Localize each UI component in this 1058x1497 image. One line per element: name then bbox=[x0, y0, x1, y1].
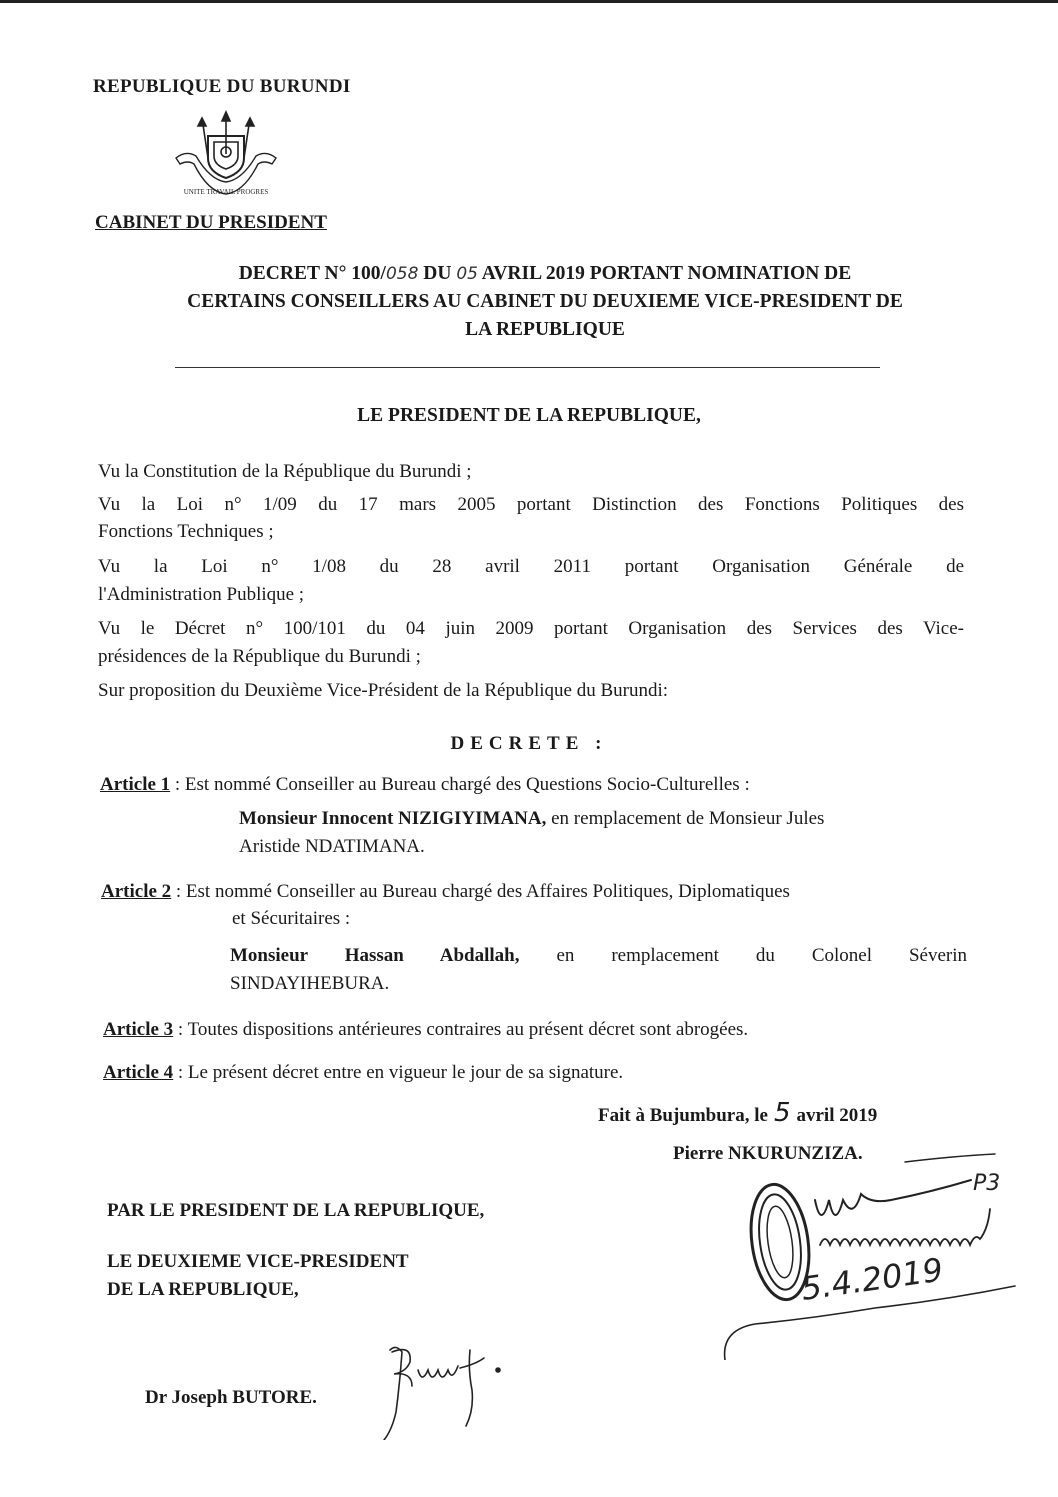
president-signature-stamp-icon bbox=[715, 1150, 1025, 1360]
article-2-cont: et Sécuritaires : bbox=[232, 908, 351, 929]
article-2: Article 2 : Est nommé Conseiller au Bureau chargé des Affaires Politiques, Diplomatiques bbox=[101, 881, 790, 902]
article-2-nominee-cont: SINDAYIHEBURA. bbox=[230, 973, 390, 994]
vice-president-title: LE DEUXIEME VICE-PRESIDENT bbox=[107, 1251, 409, 1272]
consideration-3-cont: l'Administration Publique ; bbox=[98, 584, 305, 605]
countersign-heading: PAR LE PRESIDENT DE LA REPUBLIQUE, bbox=[107, 1200, 485, 1221]
article-1-nominee-cont: Aristide NDATIMANA. bbox=[239, 836, 425, 857]
republic-header: REPUBLIQUE DU BURUNDI bbox=[93, 76, 351, 97]
article-1-nominee: Monsieur Innocent NIZIGIYIMANA, en remplacement de Monsieur Jules bbox=[239, 808, 825, 829]
handwritten-day: 5 bbox=[773, 1098, 791, 1128]
vice-president-signature-icon bbox=[370, 1330, 530, 1440]
cabinet-header: CABINET DU PRESIDENT bbox=[95, 212, 327, 233]
place-and-date: Fait à Bujumbura, le 5 avril 2019 bbox=[598, 1098, 878, 1128]
vice-president-title-cont: DE LA REPUBLIQUE, bbox=[107, 1279, 299, 1300]
article-2-nominee: Monsieur Hassan Abdallah, en remplacement du Colonel Séverin bbox=[230, 945, 967, 966]
consideration-4: Vu le Décret n° 100/101 du 04 juin 2009 portant Organisation des Services des Vice- bbox=[98, 618, 964, 639]
title-line-3: LA REPUBLIQUE bbox=[465, 319, 625, 340]
article-1-label: Article 1 bbox=[100, 774, 171, 795]
consideration-5: Sur proposition du Deuxième Vice-Président de la République du Burundi: bbox=[98, 680, 668, 701]
article-1: Article 1 : Est nommé Conseiller au Bureau chargé des Questions Socio-Culturelles : bbox=[100, 774, 750, 795]
coat-of-arms-icon bbox=[172, 110, 280, 202]
vice-president-name: Dr Joseph BUTORE. bbox=[145, 1387, 317, 1408]
title-line-1: DECRET N° 100/058 DU 05 AVRIL 2019 PORTANT NOMINATION DE bbox=[238, 263, 852, 284]
consideration-1: Vu la Constitution de la République du Burundi ; bbox=[98, 461, 472, 482]
consideration-3: Vu la Loi n° 1/08 du 28 avril 2011 portant Organisation Générale de bbox=[98, 556, 964, 577]
article-2-label: Article 2 bbox=[101, 881, 172, 902]
title-divider bbox=[175, 367, 880, 368]
president-name: Pierre NKURUNZIZA. bbox=[673, 1143, 863, 1164]
decree-title bbox=[95, 260, 995, 344]
stamp-date: 5.4.2019 bbox=[798, 1250, 946, 1308]
stamp-code: P3 bbox=[973, 1171, 1001, 1196]
coat-motto: UNITE TRAVAIL PROGRES bbox=[183, 188, 269, 196]
consideration-2-cont: Fonctions Techniques ; bbox=[98, 521, 274, 542]
article-3: Article 3 : Toutes dispositions antérieures contraires au présent décret sont abrogées. bbox=[103, 1019, 749, 1040]
handwritten-decree-day: 05 bbox=[456, 264, 478, 284]
article-4-label: Article 4 bbox=[103, 1062, 174, 1083]
title-line-2: CERTAINS CONSEILLERS AU CABINET DU DEUXIEME VICE-PRESIDENT DE bbox=[187, 291, 903, 312]
scan-top-edge bbox=[0, 0, 1058, 3]
consideration-4-cont: présidences de la République du Burundi ; bbox=[98, 646, 421, 667]
article-4: Article 4 : Le présent décret entre en vigueur le jour de sa signature. bbox=[103, 1062, 624, 1083]
decrete-heading: DECRETE : bbox=[450, 733, 608, 754]
president-heading: LE PRESIDENT DE LA REPUBLIQUE, bbox=[357, 405, 701, 426]
consideration-2: Vu la Loi n° 1/09 du 17 mars 2005 portant Distinction des Fonctions Politiques des bbox=[98, 494, 964, 515]
handwritten-decree-number: 058 bbox=[385, 264, 419, 284]
article-3-label: Article 3 bbox=[103, 1019, 174, 1040]
